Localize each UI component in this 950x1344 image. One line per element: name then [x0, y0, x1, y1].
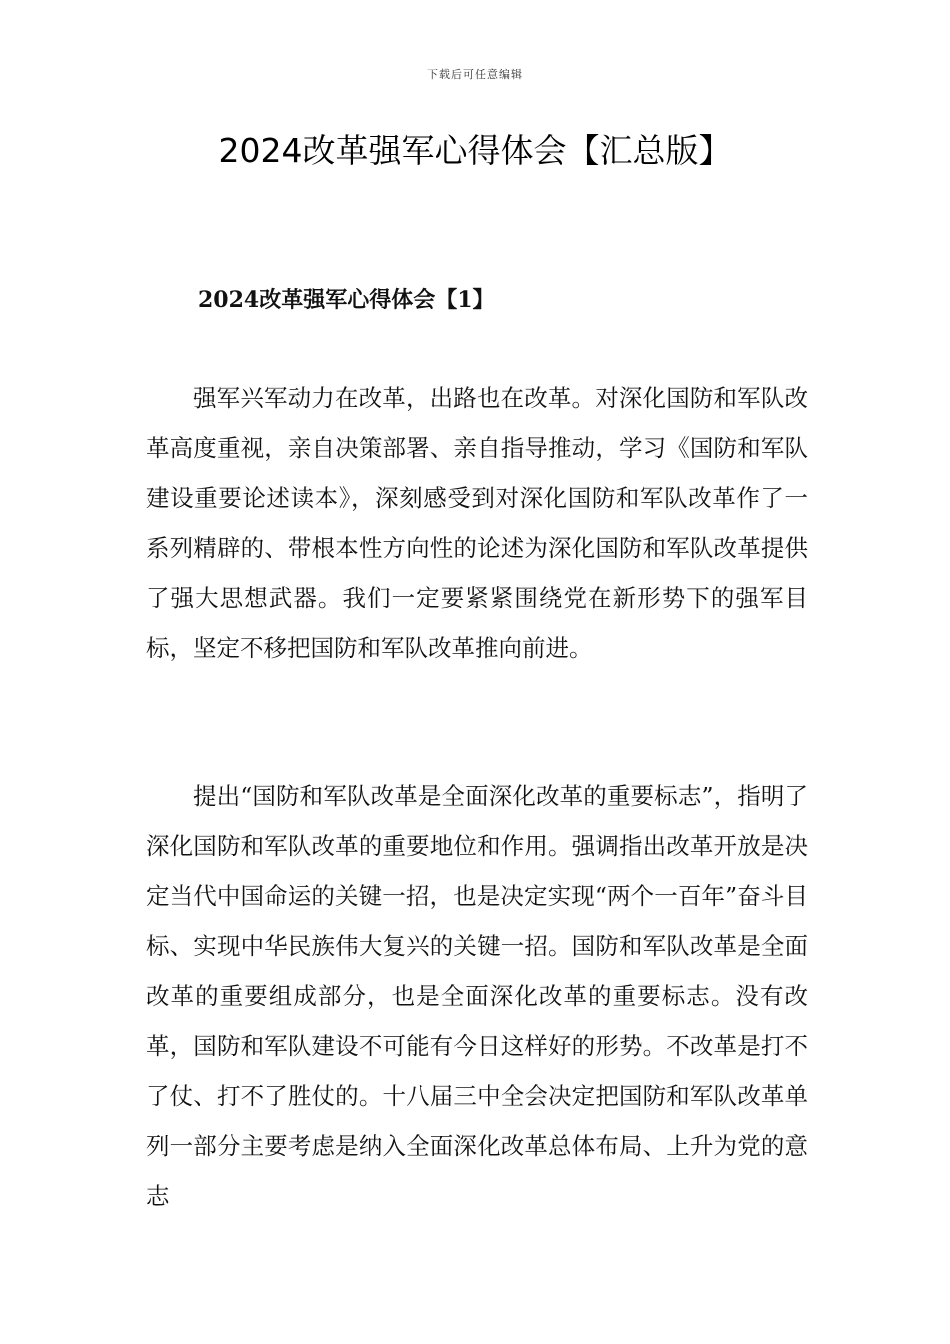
document-title: 2024改革强军心得体会【汇总版】 [218, 131, 732, 170]
page-header-note: 下载后可任意编辑 [427, 68, 523, 81]
section-heading: 2024改革强军心得体会【1】 [198, 287, 495, 313]
body-paragraph: 提出“国防和军队改革是全面深化改革的重要标志”，指明了深化国防和军队改革的重要地位和作用。强调指出改革开放是决定当代中国命运的关键一招，也是决定实现“两个一百年”奋斗目标、实现中华民族伟大复兴的关键一招。国防和军队改革是全面改革的重要组成部分，也是全面深化改革的重要标志。没有改革，国防和军队建设不可能有今日这样好的形势。不改革是打不了仗、打不了胜仗的。十八届三中全会决定把国防和军队改革单列一部分主要考虑是纳入全面深化改革总体布局、上升为党的意志 [146, 782, 808, 1210]
body-paragraph: 强军兴军动力在改革，出路也在改革。对深化国防和军队改革高度重视，亲自决策部署、亲自指导推动，学习《国防和军队建设重要论述读本》，深刻感受到对深化国防和军队改革作了一系列精辟的、带根本性方向性的论述为深化国防和军队改革提供了强大思想武器。我们一定要紧紧围绕党在新形势下的强军目标，坚定不移把国防和军队改革推向前进。 [146, 384, 808, 662]
